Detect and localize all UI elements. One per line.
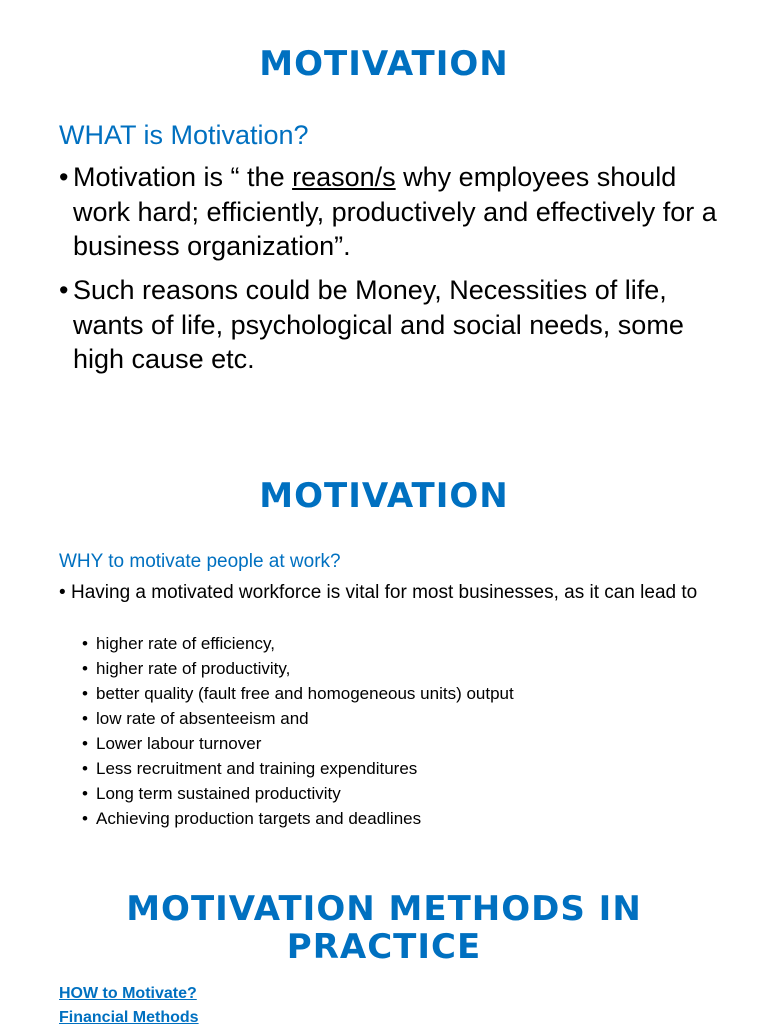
- how-to-motivate-link[interactable]: HOW to Motivate?: [59, 985, 197, 1002]
- sub-list-item-text: higher rate of productivity,: [96, 659, 291, 678]
- bullet-dot: •: [82, 809, 88, 828]
- slide1-bullet-2: [59, 273, 719, 377]
- slide2-intro-text: Having a motivated workforce is vital for most businesses, as it can lead to: [71, 582, 698, 603]
- bullet-dot: •: [59, 582, 66, 603]
- bullet-dot: •: [82, 709, 88, 728]
- bullet-dot: •: [82, 684, 88, 703]
- bullet-dot: •: [82, 634, 88, 653]
- bullet-dot: •: [59, 275, 69, 305]
- underlined-term: reason/s: [292, 162, 396, 192]
- sub-list-item-text: higher rate of efficiency,: [96, 634, 275, 653]
- slide2-intro-bullet: [59, 581, 699, 605]
- sub-list-item: [82, 681, 722, 706]
- sub-list-item-text: low rate of absenteeism and: [96, 709, 309, 728]
- slide2-sub-list: [82, 631, 722, 831]
- bullet-dot: •: [82, 784, 88, 803]
- bullet-dot: •: [82, 734, 88, 753]
- sub-list-item-text: better quality (fault free and homogeneous units) output: [96, 684, 514, 703]
- sub-list-item: [82, 806, 722, 831]
- sub-list-item: [82, 731, 722, 756]
- sub-list-item: [82, 781, 722, 806]
- sub-list-item: [82, 706, 722, 731]
- slide3-title-line-1: MOTIVATION METHODS IN: [126, 889, 642, 929]
- bullet-dot: •: [82, 659, 88, 678]
- slide1-heading: WHAT is Motivation?: [59, 120, 309, 150]
- slide3-title: [0, 890, 768, 966]
- sub-list-item-text: Lower labour turnover: [96, 734, 262, 753]
- bullet-dot: •: [82, 759, 88, 778]
- sub-list-item: [82, 656, 722, 681]
- slide1-bullet-1: [59, 160, 719, 264]
- sub-list-item: [82, 631, 722, 656]
- sub-list-item: [82, 756, 722, 781]
- financial-methods-link[interactable]: Financial Methods: [59, 1009, 199, 1026]
- sub-list-item-text: Less recruitment and training expenditures: [96, 759, 418, 778]
- sub-list-item-text: Long term sustained productivity: [96, 784, 341, 803]
- slide2-heading: WHY to motivate people at work?: [59, 551, 341, 572]
- slide1-bullet-2-text: Such reasons could be Money, Necessities of life, wants of life, psychological and social needs, some high cause etc.: [73, 275, 684, 374]
- slide2-title: MOTIVATION: [259, 476, 509, 516]
- bullet-dot: •: [59, 162, 69, 192]
- slide1-title: MOTIVATION: [259, 44, 509, 84]
- slide1-bullet-1-text: Motivation is “ the reason/s why employees should work hard; efficiently, productively and effectively for a business organization”.: [73, 162, 717, 261]
- sub-list-item-text: Achieving production targets and deadlines: [96, 809, 422, 828]
- slide3-title-line-2: PRACTICE: [286, 927, 482, 967]
